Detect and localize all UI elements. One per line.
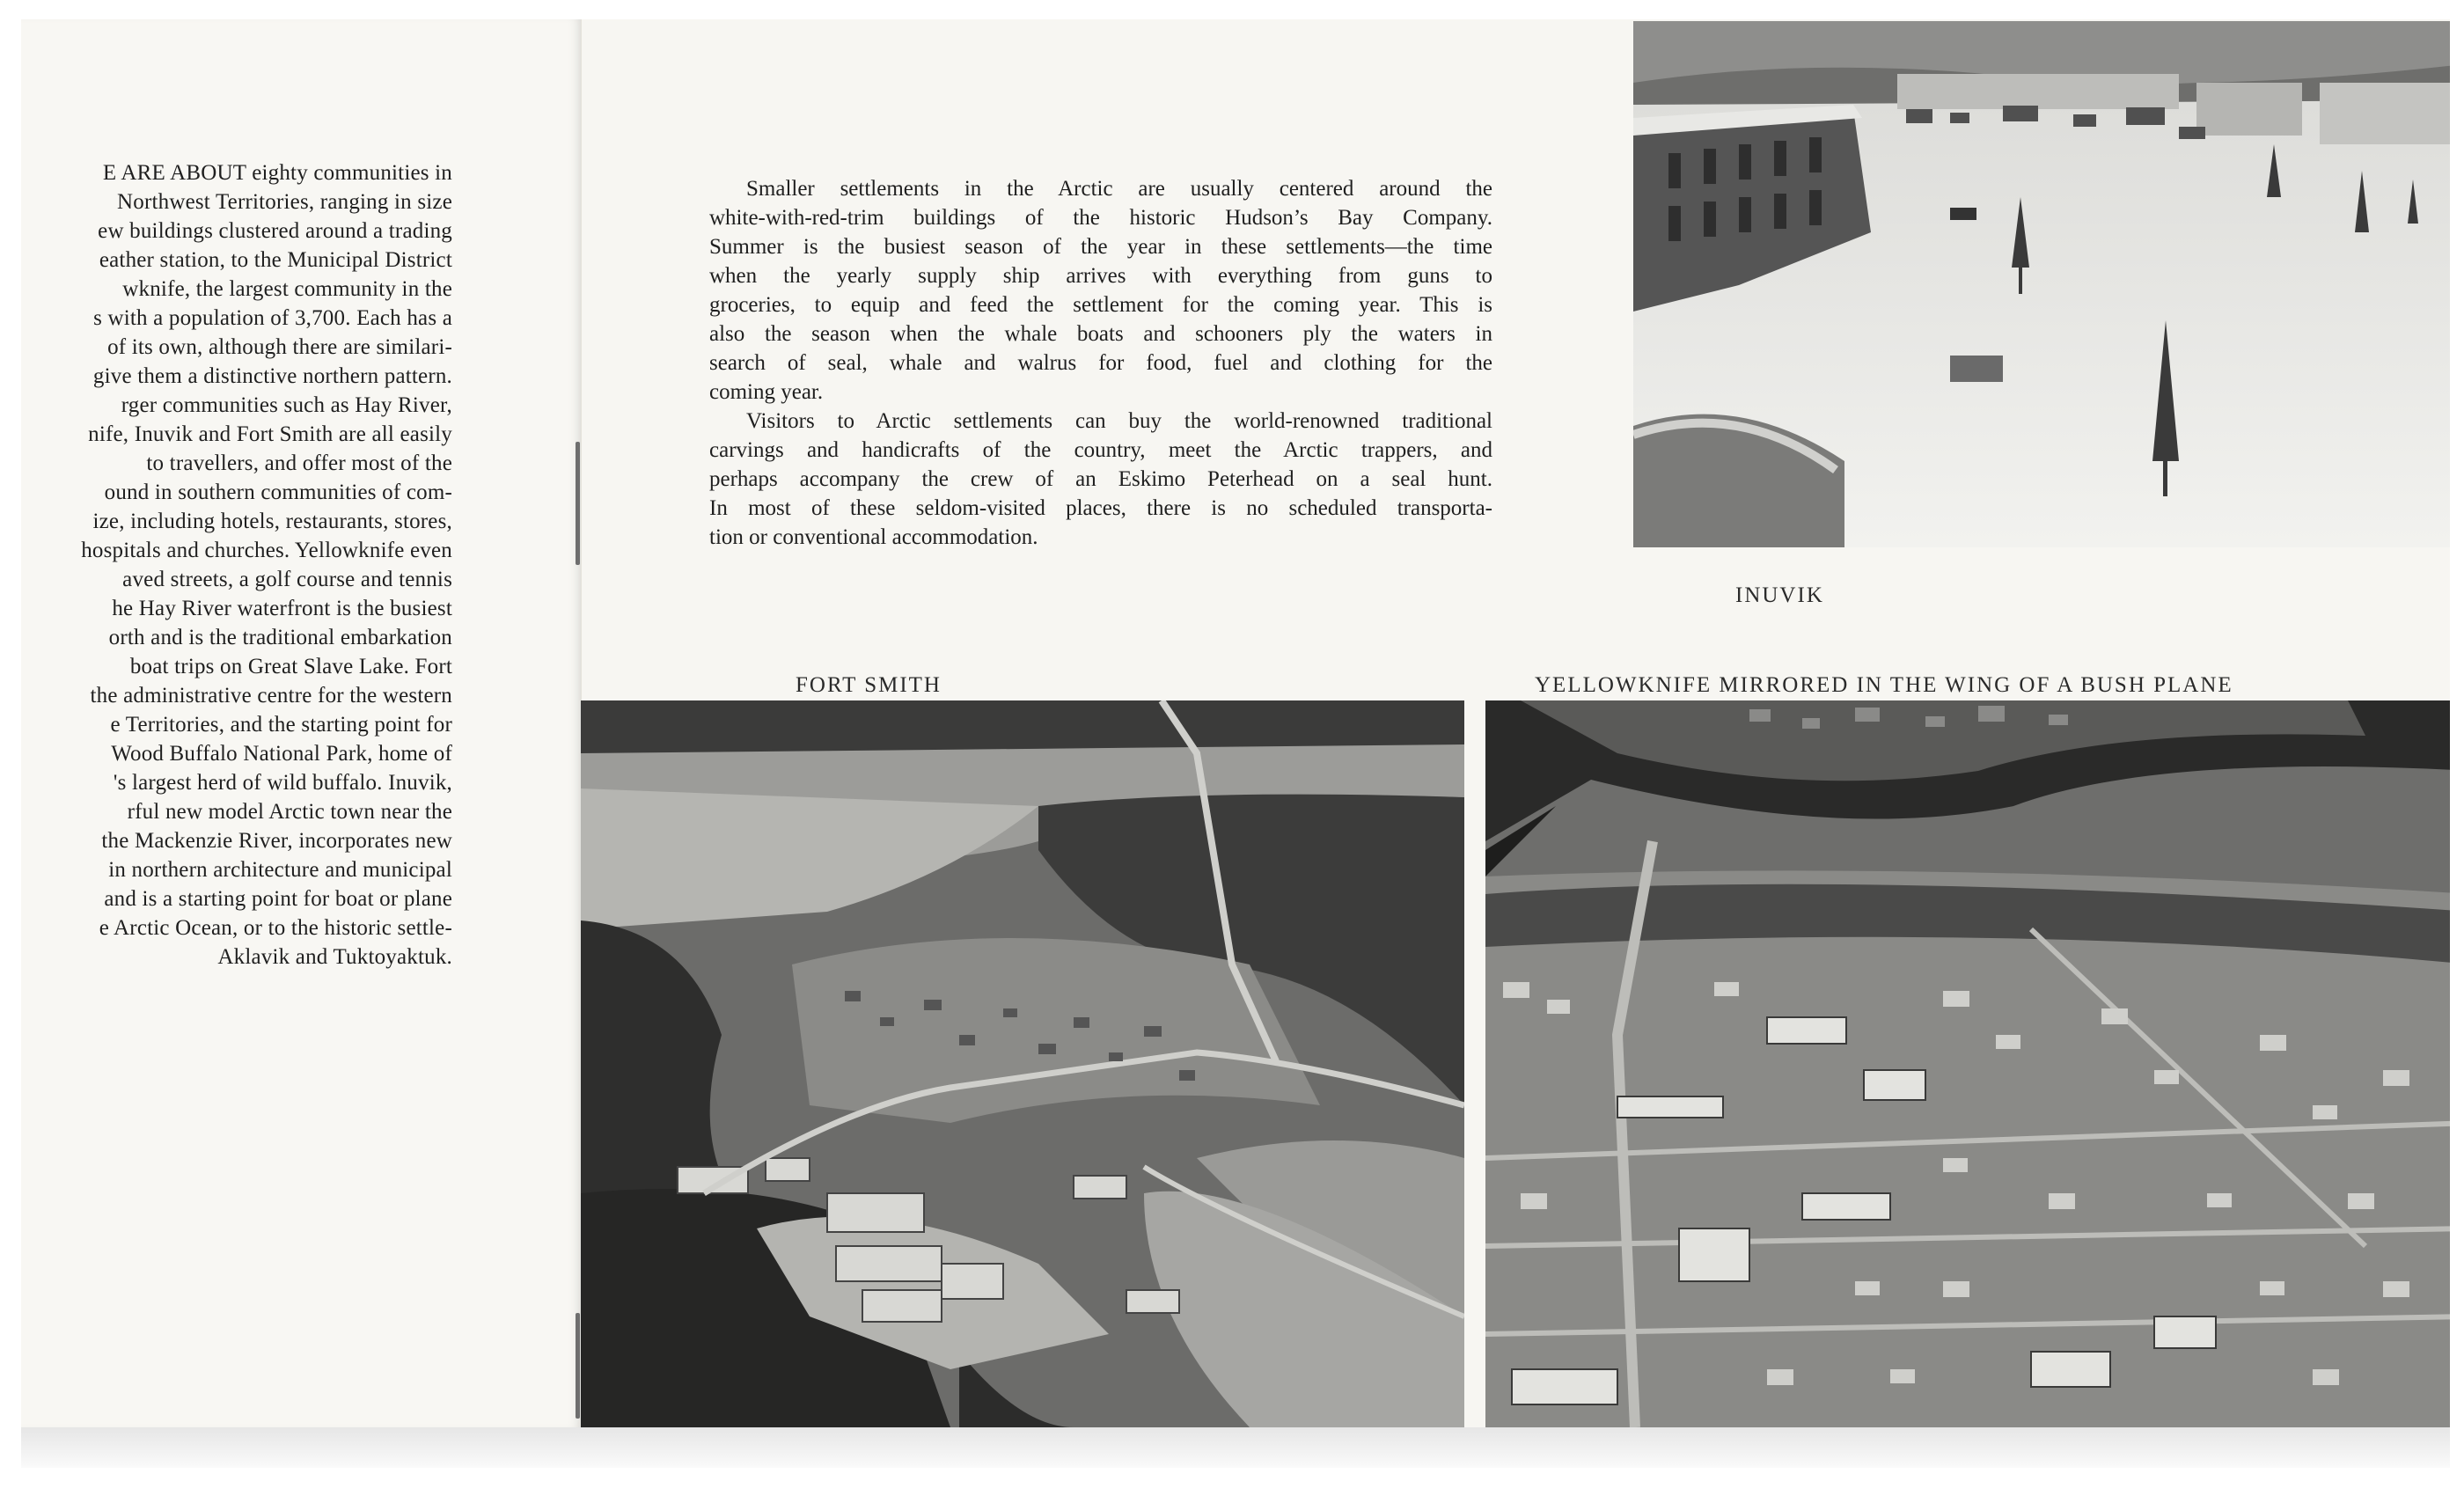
text-line: perhaps accompany the crew of an Eskimo Peterhead on a seal hunt.	[709, 467, 1492, 491]
text-line: tion or conventional accommodation.	[709, 525, 1038, 549]
yellowknife-photo-graphic	[1485, 700, 2450, 1427]
text-line: of its own, although there are similari-	[107, 335, 452, 359]
text-line: groceries, to equip and feed the settlement for the coming year. This is	[709, 293, 1492, 317]
text-line: carvings and handicrafts of the country, meet the Arctic trappers, and	[709, 438, 1492, 462]
text-line: Smaller settlements in the Arctic are usually centered around the	[746, 177, 1492, 201]
text-line: aved streets, a golf course and tennis	[122, 568, 452, 591]
text-line: Aklavik and Tuktoyaktuk.	[217, 945, 452, 969]
text-line: to travellers, and offer most of the	[146, 451, 452, 475]
page-shadow	[21, 1427, 2450, 1468]
text-line: white-with-red-trim buildings of the historic Hudson’s Bay Company.	[709, 206, 1492, 230]
text-line: Wood Buffalo National Park, home of	[111, 742, 452, 766]
text-line: orth and is the traditional embarkation	[108, 626, 452, 649]
text-line: E ARE ABOUT eighty communities in	[102, 161, 452, 185]
fort-smith-caption: FORT SMITH	[796, 673, 942, 697]
text-line: nife, Inuvik and Fort Smith are all easily	[88, 422, 452, 446]
inuvik-photo-graphic	[1633, 21, 2450, 547]
fort-smith-photo	[581, 700, 1464, 1427]
text-line: eather station, to the Municipal District	[99, 248, 452, 272]
text-line: rful new model Arctic town near the	[127, 800, 452, 824]
text-line: the administrative centre for the western	[90, 684, 452, 708]
text-line: ew buildings clustered around a trading	[98, 219, 452, 243]
inuvik-caption: INUVIK	[1735, 583, 1824, 607]
text-line: e Arctic Ocean, or to the historic settle-	[99, 916, 452, 940]
text-line: s with a population of 3,700. Each has a	[93, 306, 452, 330]
left-page-text	[21, 158, 452, 972]
staple	[576, 442, 580, 565]
text-line: search of seal, whale and walrus for food, fuel and clothing for the	[709, 351, 1492, 375]
text-line: e Territories, and the starting point for	[110, 713, 452, 737]
text-line: 's largest herd of wild buffalo. Inuvik,	[113, 771, 452, 795]
text-line: also the season when the whale boats and schooners ply the waters in	[709, 322, 1492, 346]
text-line: ize, including hotels, restaurants, stores,	[92, 510, 452, 533]
yellowknife-caption: YELLOWKNIFE MIRRORED IN THE WING OF A BUSH PLANE	[1535, 673, 2233, 697]
text-line: In most of these seldom-visited places, there is no scheduled transporta-	[709, 496, 1492, 520]
text-line: in northern architecture and municipal	[108, 858, 452, 882]
text-line: boat trips on Great Slave Lake. Fort	[129, 655, 452, 678]
text-line: the Mackenzie River, incorporates new	[101, 829, 452, 853]
inuvik-photo	[1633, 21, 2450, 547]
text-line: when the yearly supply ship arrives with everything from guns to	[709, 264, 1492, 288]
text-line: ound in southern communities of com-	[104, 480, 452, 504]
fort-smith-photo-graphic	[581, 700, 1464, 1427]
left-page	[21, 19, 582, 1427]
text-line: rger communities such as Hay River,	[121, 393, 452, 417]
text-line: coming year.	[709, 380, 824, 404]
text-line: wknife, the largest community in the	[122, 277, 452, 301]
yellowknife-photo	[1485, 700, 2450, 1427]
body-text	[709, 174, 1492, 552]
text-line: he Hay River waterfront is the busiest	[112, 597, 452, 620]
text-line: hospitals and churches. Yellowknife even	[81, 539, 452, 562]
text-line: Visitors to Arctic settlements can buy the world-renowned traditional	[746, 409, 1492, 433]
text-line: Summer is the busiest season of the year in these settlements—the time	[709, 235, 1492, 259]
staple	[576, 1313, 580, 1419]
text-line: and is a starting point for boat or plane	[104, 887, 452, 911]
text-line: give them a distinctive northern pattern.	[92, 364, 452, 388]
brochure-spread	[21, 19, 2450, 1427]
text-line: Northwest Territories, ranging in size	[117, 190, 452, 214]
